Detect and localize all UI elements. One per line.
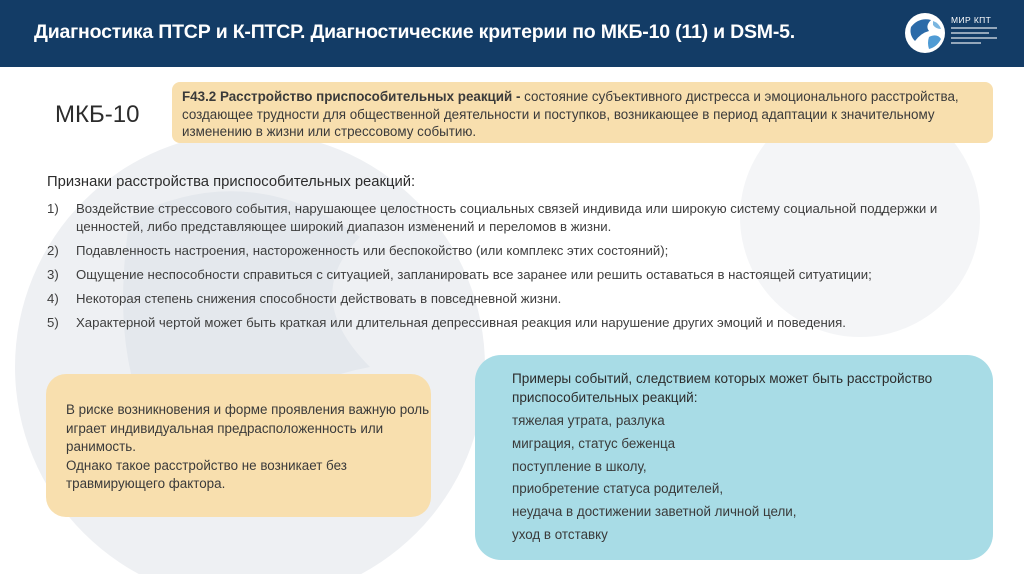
list-item: приобретение статуса родителей, [512, 481, 724, 497]
list-item [47, 200, 977, 236]
header-bar [0, 0, 1024, 67]
examples-title: Примеры событий, следствием которых может быть расстройство приспособительных реакций: [512, 371, 933, 405]
list-item-number: 5) [47, 315, 59, 330]
list-item-text: Воздействие стрессового события, нарушающее целостность социальных связей индивида или широкую систему социальной поддержки и ценностей, либо представляющее широкий диапазон изменений и переломов в жизни. [76, 201, 938, 234]
signs-heading: Признаки расстройства приспособительных реакций: [47, 174, 416, 190]
list-item: неудача в достижении заветной личной цели, [512, 504, 797, 520]
icd-definition-text: состояние субъективного дистресса и эмоционального расстройства, создающее трудности для общественной деятельности и поступков, возникающее в период адаптации к значительному изменению в жизни или стрессовому событию. [182, 89, 959, 139]
list-item-text: Ощущение неспособности справиться с ситуацией, запланировать все заранее или решить оставаться в настоящей ситуатиции; [76, 267, 872, 282]
list-item-text: Характерной чертой может быть краткая или длительная депрессивная реакция или нарушение других эмоций и поведения. [76, 315, 846, 330]
icd-code-title: F43.2 Расстройство приспособительных реакций - [182, 89, 525, 104]
list-item-text: Подавленность настроения, настороженность или беспокойство (или комплекс этих состояний); [76, 243, 669, 258]
signs-list [47, 200, 977, 338]
logo-tagline [951, 27, 997, 47]
risk-paragraph-2: Однако такое расстройство не возникает без травмирующего фактора. [66, 457, 347, 491]
slide-title: Диагностика ПТСР и К-ПТСР. Диагностические критерии по МКБ-10 (11) и DSM-5. [34, 21, 796, 43]
examples-list [512, 410, 993, 547]
list-item-number: 2) [47, 243, 59, 258]
list-item: миграция, статус беженца [512, 435, 676, 451]
list-item [47, 242, 977, 260]
list-item [47, 290, 977, 308]
list-item-number: 4) [47, 291, 59, 306]
list-item: тяжелая утрата, разлука [512, 413, 665, 428]
list-item: уход в отставку [512, 526, 608, 542]
logo-name: МИР КПТ [951, 15, 992, 25]
list-item-number: 3) [47, 267, 59, 282]
list-item: поступление в школу, [512, 458, 647, 474]
list-item [47, 266, 977, 284]
list-item-number: 1) [47, 201, 59, 216]
list-item [47, 314, 977, 332]
risk-paragraph-1: В риске возникновения и форме проявления важную роль играет индивидуальная предрасположенность или ранимость. [66, 402, 430, 454]
risk-note-box [46, 374, 431, 517]
icd-label: МКБ-10 [55, 101, 140, 128]
examples-box [475, 355, 993, 560]
icd-definition-box [172, 82, 993, 143]
logo [903, 11, 1013, 57]
list-item-text: Некоторая степень снижения способности действовать в повседневной жизни. [76, 291, 562, 306]
globe-logo-icon [903, 11, 947, 55]
